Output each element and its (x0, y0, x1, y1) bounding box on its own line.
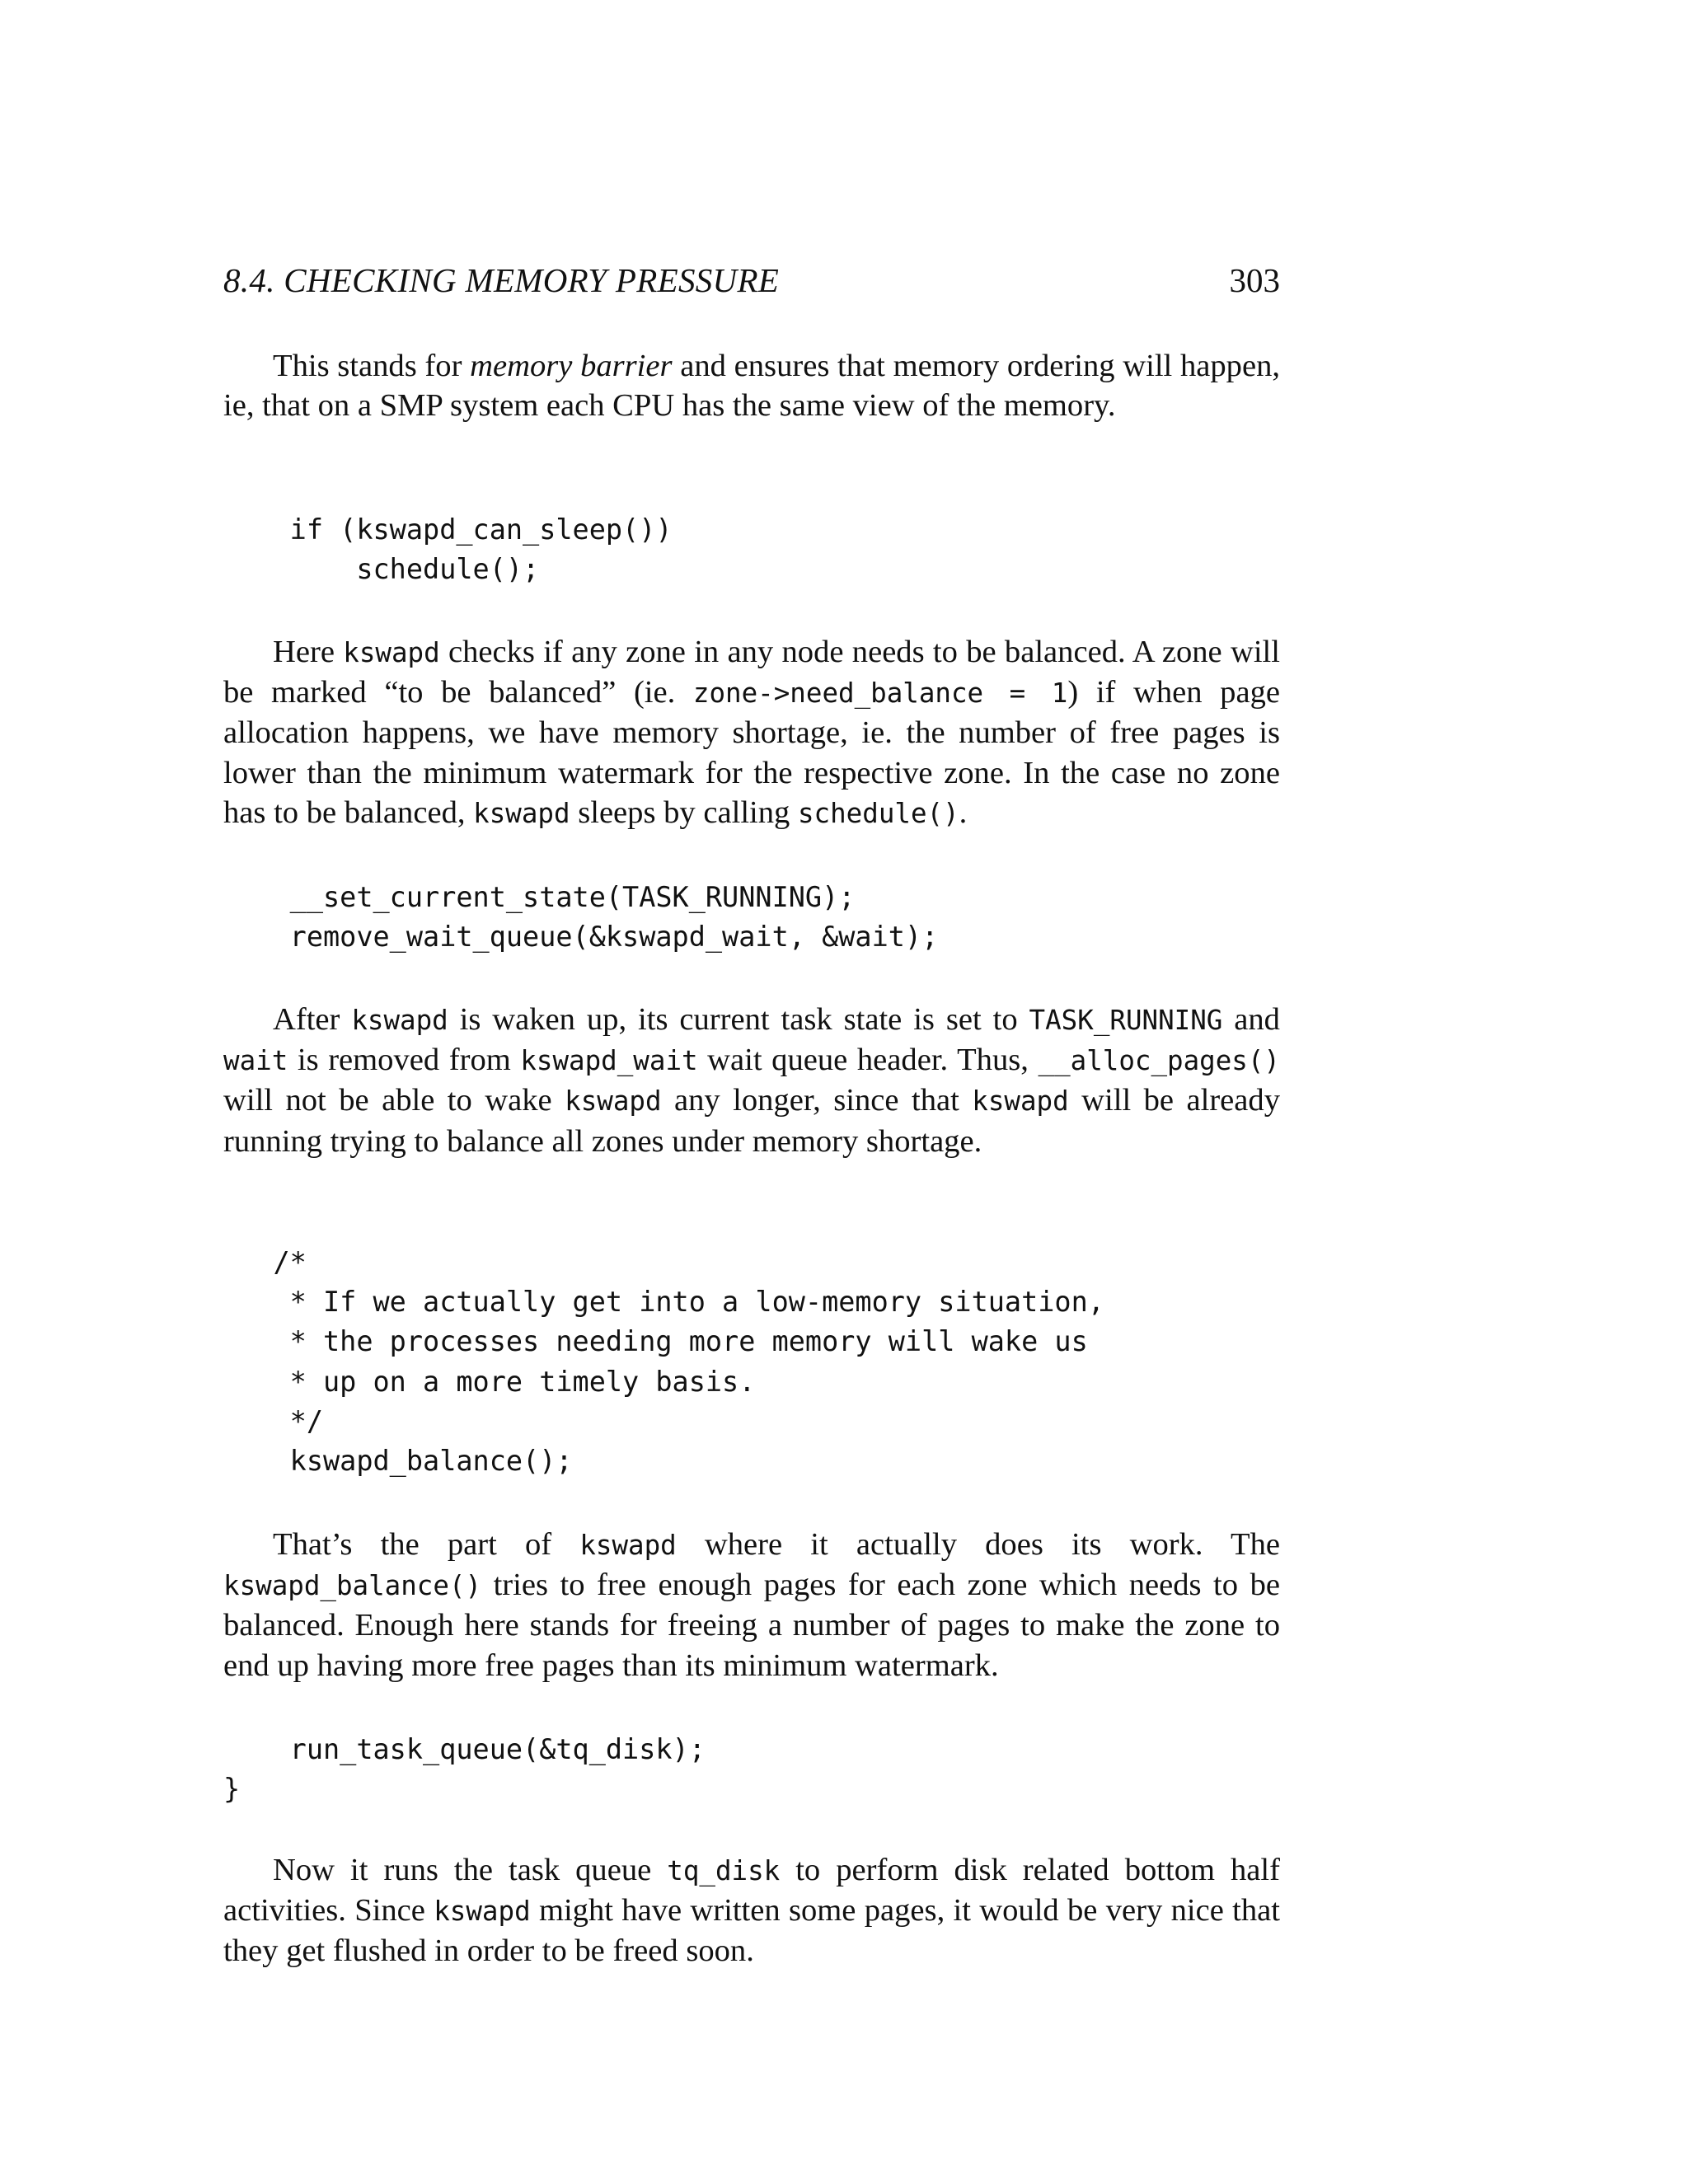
inline-code: TASK_RUNNING (1029, 1005, 1223, 1036)
text-run: and ensures that memory ordering will happen, ie, that on a SMP system each CPU has the same view of the memory. (223, 349, 1280, 424)
code-block-set-state: __set_current_state(TASK_RUNNING); remove_wait_queue(&kswapd_wait, &wait); (289, 881, 939, 954)
paragraph-tq-disk (223, 1850, 1280, 1971)
text-run: wait queue header. Thus, (697, 1043, 1039, 1078)
paragraph-kswapd-work (223, 1525, 1280, 1685)
text-run: is removed from (288, 1043, 521, 1078)
text-run: This stands for (273, 349, 471, 383)
text-run: will not be able to wake (223, 1083, 565, 1118)
text-run: to perform disk related bottom half activities. Since (223, 1853, 1280, 1929)
text-run: sleeps by calling (570, 794, 798, 830)
text-run: where it actually does its work. The (676, 1527, 1280, 1562)
inline-code: kswapd_balance() (223, 1570, 482, 1602)
text-run: will be already running trying to balance all zones under memory shortage. (223, 1083, 1280, 1159)
inline-code: tq_disk (667, 1855, 781, 1886)
running-header (223, 257, 1280, 303)
text-run: Now it runs the task queue (273, 1853, 668, 1887)
text-run: . (959, 794, 968, 830)
code-block-balance-comment: /* * If we actually get into a low-memory situation, * the processes needing more memory will wake us * up on a more timely basis. */ kswapd_balance(); (273, 1246, 1104, 1478)
inline-code: kswapd_wait (520, 1045, 698, 1077)
inline-code: kswapd (473, 797, 570, 829)
emphasis-term: memory barrier (470, 349, 673, 383)
text-run: After (273, 1002, 352, 1037)
paragraph-memory-barrier (223, 346, 1280, 425)
inline-code: kswapd (579, 1530, 677, 1561)
inline-code: wait (223, 1045, 288, 1077)
text-run: and (1222, 1002, 1280, 1037)
code-block-task-queue: run_task_queue(&tq_disk); } (223, 1733, 706, 1806)
inline-code: zone->need_balance = 1 (692, 677, 1068, 710)
section-title: 8.4. CHECKING MEMORY PRESSURE (223, 261, 780, 299)
inline-code: kswapd (565, 1085, 662, 1118)
text-run: is waken up, its current task state is set to (448, 1002, 1029, 1037)
text-run: Here (273, 635, 344, 669)
code-block-can-sleep: if (kswapd_can_sleep()) schedule(); (289, 513, 673, 586)
inline-code: __alloc_pages() (1038, 1045, 1280, 1077)
text-run: any longer, since that (661, 1083, 973, 1118)
paragraph-waken-up (223, 1000, 1280, 1161)
text-run: might have written some pages, it would be very nice that they get flushed in order to be freed soon. (223, 1893, 1280, 1969)
inline-code: kswapd (343, 637, 440, 668)
text-run: ) if when page allocation happens, we have memory shortage, ie. the number of free pages is lower than the minimum watermark for the respective zone. In the case no zone has to be balanced, (223, 675, 1281, 830)
paragraph-zone-balance (223, 632, 1280, 833)
inline-code: kswapd (434, 1896, 531, 1928)
text-run: tries to free enough pages for each zone which needs to be balanced. Enough here stands for freeing a number of pages to make the zone to end up having more free pages than its minimum watermark. (223, 1568, 1280, 1683)
page-number: 303 (1229, 261, 1280, 299)
inline-code: kswapd (351, 1005, 448, 1036)
inline-code: kswapd (972, 1085, 1069, 1118)
text-run: That’s the part of (273, 1527, 580, 1562)
text-run: checks if any zone in any node needs to be balanced. A zone will be marked “to be balanced” (ie. (223, 635, 1280, 710)
inline-code: schedule() (797, 797, 959, 829)
